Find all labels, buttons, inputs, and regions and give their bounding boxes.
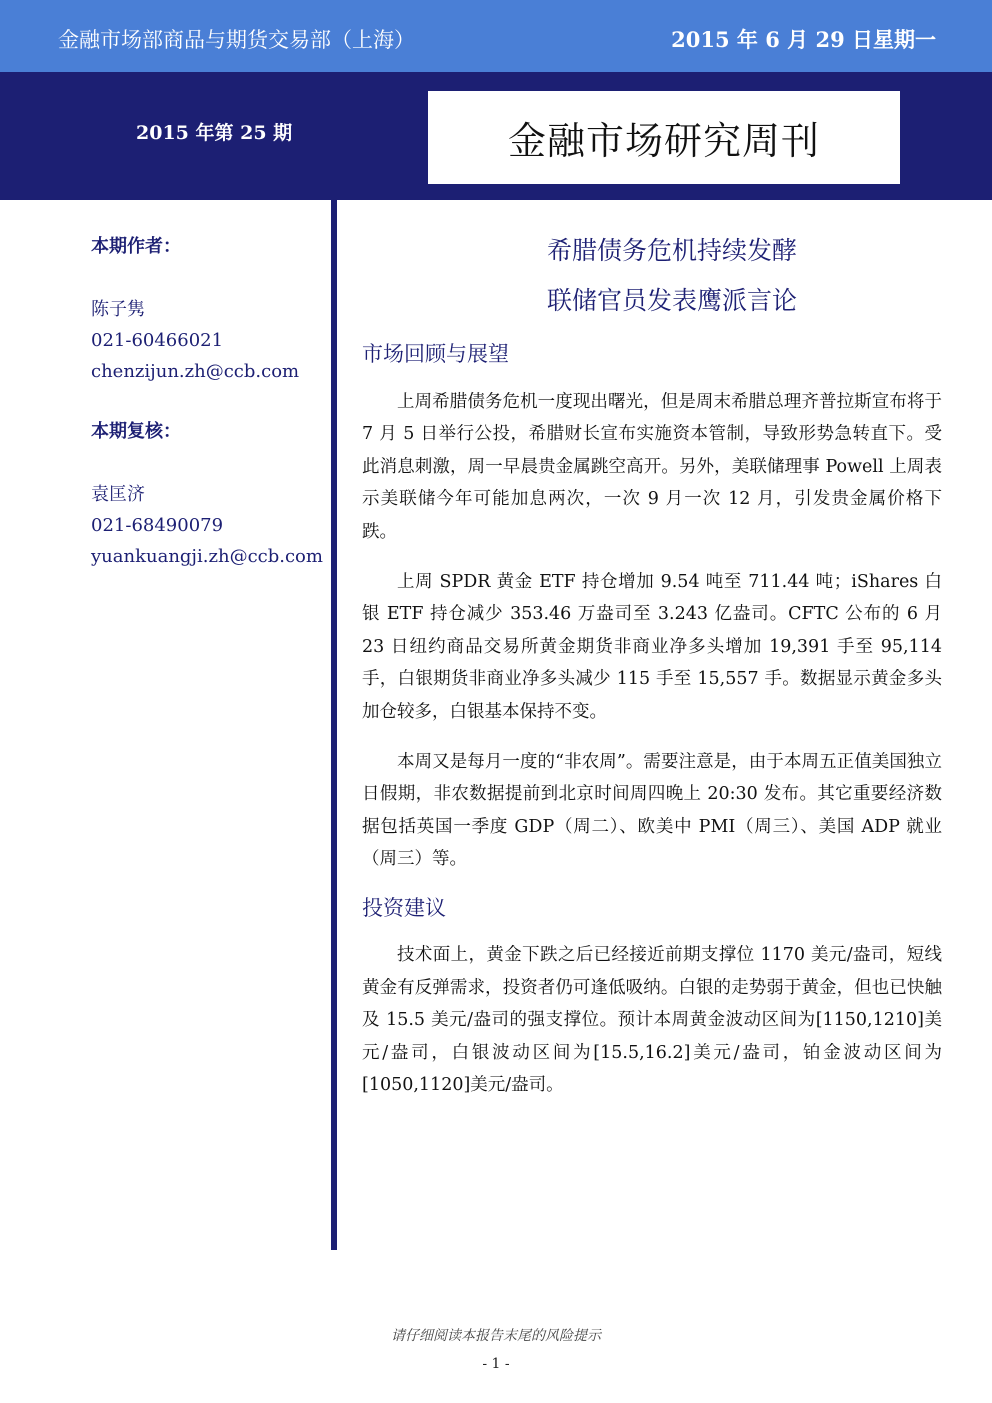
paragraph: 上周希腊债务危机一度现出曙光，但是周末希腊总理齐普拉斯宣布将于 7 月 5 日举行公投，希腊财长宣布实施资本管制，导致形势急转直下。受此消息刺激，周一早晨贵金属跳空高开。另外，美联储理事 Powell 上周表示美联储今年可能加息两次，一次 9 月一次 12 月，引发贵金属价格下跌。 [362,391,942,542]
author-info [91,294,321,387]
headline-line-2: 联储官员发表鹰派言论 [546,286,797,315]
reviewer-label: 本期复核： [91,421,181,442]
section-title-market-review: 市场回顾与展望 [362,342,509,366]
publication-title: 金融市场研究周刊 [507,119,820,163]
author-label: 本期作者： [91,236,181,257]
reviewer-info [91,479,321,572]
reviewer-name: 袁匡济 [91,484,145,505]
risk-warning-note: 请仔细阅读本报告末尾的风险提示 [391,1328,601,1344]
masthead-band [0,72,992,200]
author-sidebar [91,232,321,572]
paragraph: 技术面上，黄金下跌之后已经接近前期支撑位 1170 美元/盎司，短线黄金有反弹需求，投资者仍可逢低吸纳。白银的走势弱于黄金，但也已快触及 15.5 美元/盎司的强支撑位。预计本周黄金波动区间为[1150,1210]美元/盎司，白银波动区间为[15.5,16.2]美元/盎司，铂金波动区间为[1050,1120]美元/盎司。 [362,945,942,1095]
author-phone: 021-60466021 [91,330,224,351]
top-header-bar [0,0,992,72]
reviewer-phone: 021-68490079 [91,515,224,536]
paragraph: 本周又是每月一度的“非农周”。需要注意是，由于本周五正值美国独立日假期，非农数据提前到北京时间周四晚上 20:30 发布。其它重要经济数据包括英国一季度 GDP（周二）、欧美中 PMI（周三）、美国 ADP 就业（周三）等。 [362,751,942,869]
reviewer-email[interactable]: yuankuangji.zh@ccb.com [91,546,323,567]
section-title-investment-advice: 投资建议 [362,895,446,920]
column-divider [331,200,337,1250]
department-name: 金融市场部商品与期货交易部（上海） [58,28,415,52]
article-body [362,226,942,1118]
author-name: 陈子隽 [91,299,145,320]
report-date: 2015 年 6 月 29 日星期一 [671,27,936,52]
issue-number: 2015 年第 25 期 [136,122,293,144]
headline [402,226,942,326]
publication-title-box [428,91,900,184]
page-number: - 1 - [482,1356,510,1372]
author-email[interactable]: chenzijun.zh@ccb.com [91,361,300,382]
headline-line-1: 希腊债务危机持续发酵 [546,236,797,265]
paragraph: 上周 SPDR 黄金 ETF 持仓增加 9.54 吨至 711.44 吨；iShares 白银 ETF 持仓减少 353.46 万盎司至 3.243 亿盎司。CFTC 公布的 6 月 23 日纽约商品交易所黄金期货非商业净多头增加 19,391 手至 95,114 手，白银期货非商业净多头减少 115 手至 15,557 手。数据显示黄金多头加仓较多，白银基本保持不变。 [362,571,942,722]
